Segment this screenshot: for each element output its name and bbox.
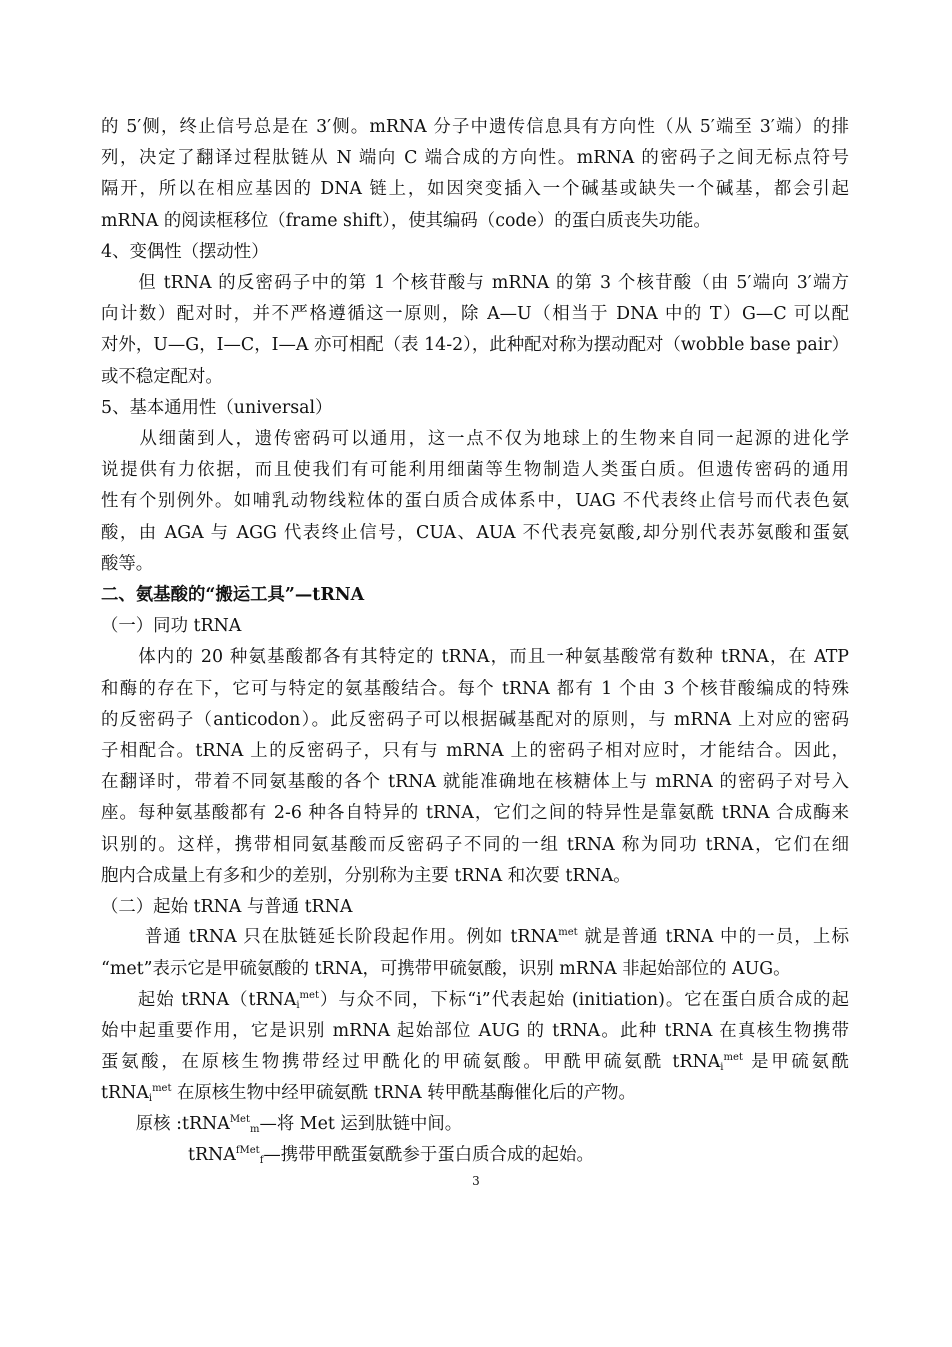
paragraph-line: 蛋氨酸，在原核生物携带经过甲酰化的甲硫氨酸。甲酰甲硫氨酰 tRNA$_i^{met}$ 是甲硫氨酰	[101, 1052, 849, 1073]
paragraph-line: 子相配合。tRNA 上的反密码子，只有与 mRNA 上的密码子相对应时，才能结合。因此，	[101, 741, 849, 761]
paragraph-line: 对外，U—G，I—C，I—A 亦可相配（表 14-2），此种配对称为摆动配对（wobble base pair）	[101, 335, 849, 356]
paragraph-line: 性有个别例外。如哺乳动物线粒体的蛋白质合成体系中，UAG 不代表终止信号而代表色氨	[101, 491, 849, 512]
paragraph-line: 的反密码子（anticodon）。此反密码子可以根据碱基配对的原则，与 mRNA 上对应的密码	[101, 709, 849, 730]
paragraph-line: 从细菌到人，遗传密码可以通用，这一点不仅为地球上的生物来自同一起源的进化学	[101, 429, 849, 449]
paragraph-line: 的 5′侧，终止信号总是在 3′侧。mRNA 分子中遗传信息具有方向性（从 5′端至 3′端）的排	[101, 117, 849, 137]
page-number: 3	[472, 1174, 480, 1188]
paragraph-line: 酸，由 AGA 与 AGG 代表终止信号，CUA、AUA 不代表亮氨酸,却分别代表苏氨酸和蛋氨	[101, 522, 849, 543]
paragraph-line: 在翻译时，带着不同氨基酸的各个 tRNA 就能准确地在核糖体上与 mRNA 的密码子对号入	[101, 772, 849, 793]
paragraph-line: 4、变偶性（摆动性）	[101, 241, 269, 262]
paragraph-line: 隔开，所以在相应基因的 DNA 链上，如因突变插入一个碱基或缺失一个碱基，都会引起	[101, 179, 849, 200]
section-heading: 二、氨基酸的“搬运工具”—tRNA	[101, 585, 365, 605]
paragraph-line: tRNA$^{fMet}_f$—携带甲酰蛋氨酰参于蛋白质合成的起始。	[101, 1145, 594, 1166]
paragraph-line: 原核 :tRNA$^{Met}_m$—将 Met 运到肽链中间。	[101, 1114, 463, 1135]
paragraph-line: （一）同功 tRNA	[101, 616, 242, 637]
paragraph-line: 起始 tRNA（tRNA$_i^{met}$）与众不同，下标“i”代表起始 (initiation)。它在蛋白质合成的起	[101, 990, 849, 1011]
paragraph-line: 座。每种氨基酸都有 2-6 种各自特异的 tRNA，它们之间的特异性是靠氨酰 tRNA 合成酶来	[101, 803, 849, 824]
paragraph-line: （二）起始 tRNA 与普通 tRNA	[101, 897, 353, 917]
paragraph-line: “met”表示它是甲硫氨酸的 tRNA，可携带甲硫氨酸，识别 mRNA 非起始部位的 AUG。	[101, 959, 791, 979]
paragraph-line: 识别的。这样，携带相同氨基酸而反密码子不同的一组 tRNA 称为同功 tRNA，它们在细	[101, 834, 849, 855]
paragraph-line: 体内的 20 种氨基酸都各有其特定的 tRNA，而且一种氨基酸常有数种 tRNA，在 ATP	[101, 647, 849, 668]
paragraph-line: tRNA$_i^{met}$ 在原核生物中经甲硫氨酰 tRNA 转甲酰基酶催化后的产物。	[101, 1083, 636, 1104]
paragraph-line: 普通 tRNA 只在肽链延长阶段起作用。例如 tRNA$^{met}$ 就是普通 tRNA 中的一员，上标	[101, 927, 849, 947]
paragraph-line: 说提供有力依据，而且使我们有可能利用细菌等生物制造人类蛋白质。但遗传密码的通用	[101, 460, 849, 481]
paragraph-line: 酸等。	[101, 553, 154, 574]
paragraph-line: 向计数）配对时，并不严格遵循这一原则，除 A—U（相当于 DNA 中的 T）G—C 可以配	[101, 304, 849, 325]
paragraph-line: 胞内合成量上有多和少的差别，分别称为主要 tRNA 和次要 tRNA。	[101, 865, 631, 886]
paragraph-line: 和酶的存在下，它可与特定的氨基酸结合。每个 tRNA 都有 1 个由 3 个核苷酸编成的特殊	[101, 678, 849, 699]
paragraph-line: 5、基本通用性（universal）	[101, 397, 333, 418]
paragraph-line: 列，决定了翻译过程肽链从 N 端向 C 端合成的方向性。mRNA 的密码子之间无标点符号	[101, 148, 849, 169]
paragraph-line: mRNA 的阅读框移位（frame shift），使其编码（code）的蛋白质丧失功能。	[101, 210, 711, 231]
paragraph-line: 或不稳定配对。	[101, 366, 223, 387]
paragraph-line: 始中起重要作用，它是识别 mRNA 起始部位 AUG 的 tRNA。此种 tRNA 在真核生物携带	[101, 1021, 849, 1041]
paragraph-line: 但 tRNA 的反密码子中的第 1 个核苷酸与 mRNA 的第 3 个核苷酸（由 5′端向 3′端方	[101, 273, 849, 293]
